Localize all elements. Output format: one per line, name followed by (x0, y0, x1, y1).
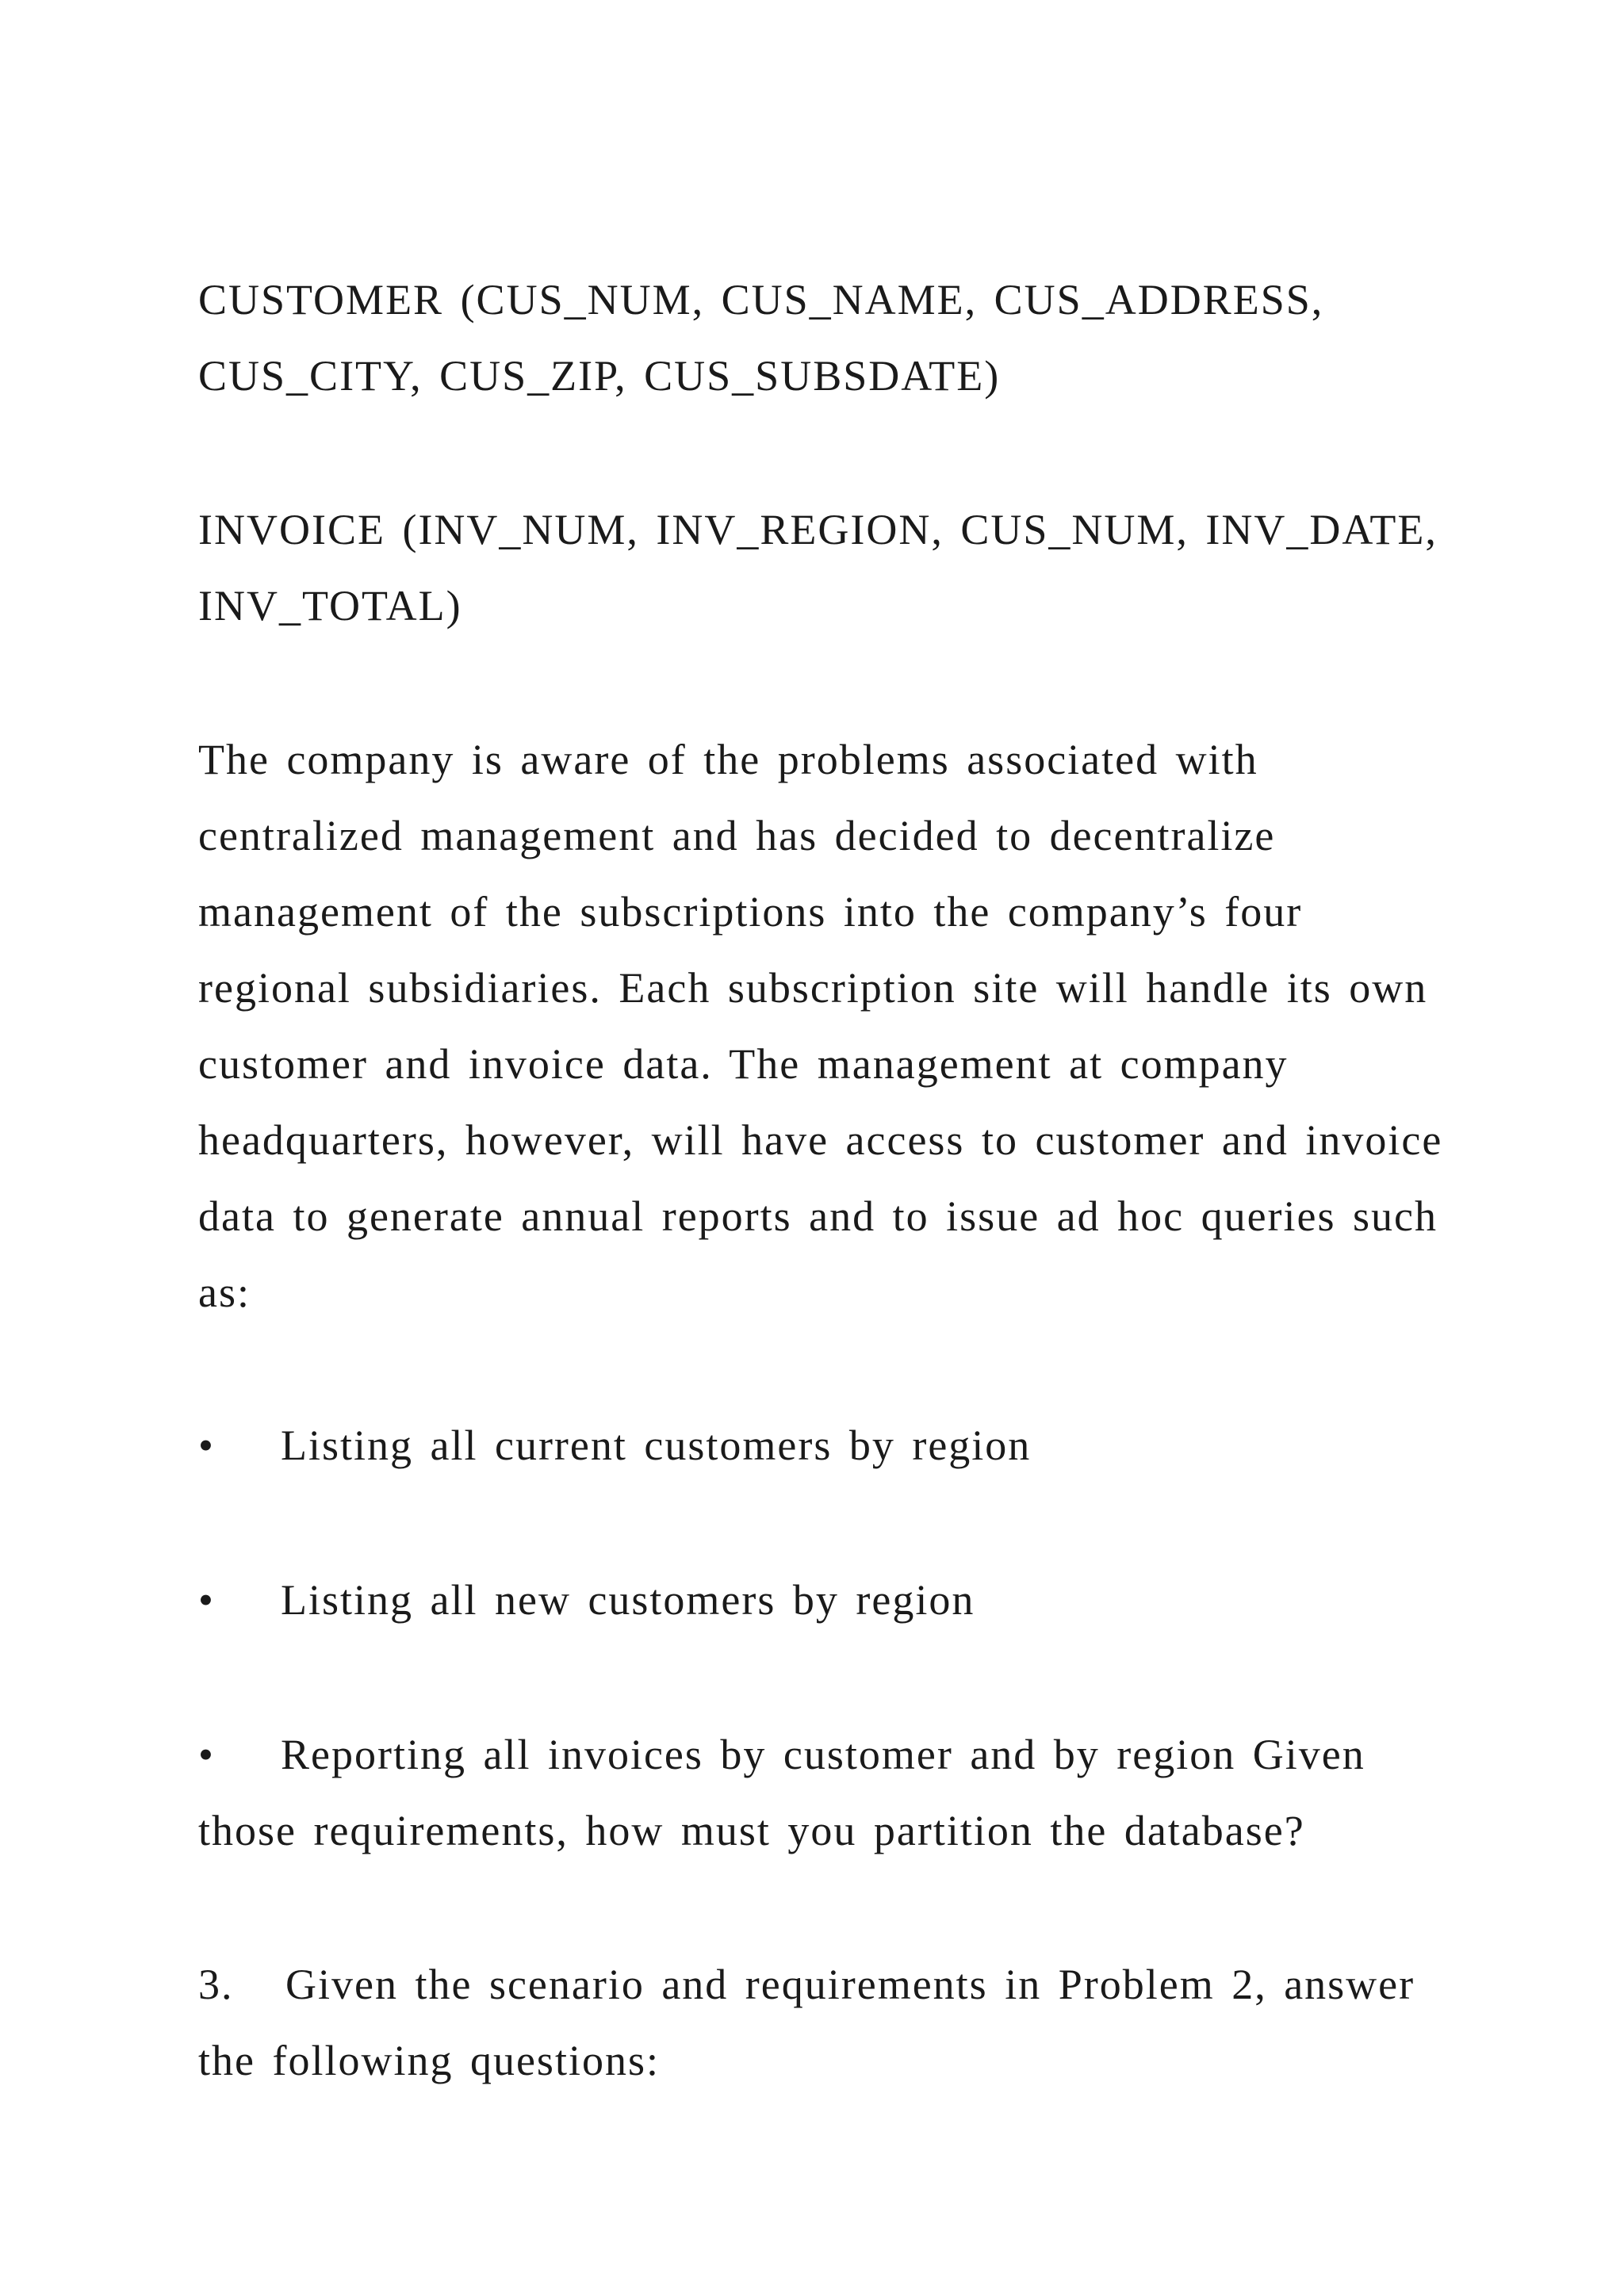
body-line: regional subsidiaries. Each subscription site will handle its own (198, 964, 1428, 1012)
body-line: The company is aware of the problems associated with (198, 736, 1258, 783)
bullet-marker: • (198, 1731, 215, 1778)
problem-text: the following questions: (198, 2037, 660, 2084)
problem-text: Given the scenario and requirements in Problem 2, answer (285, 1961, 1415, 2008)
customer-schema (198, 262, 1435, 414)
bullet-marker: • (198, 1576, 215, 1624)
bullet-item-3 (198, 1716, 1365, 1793)
body-line: data to generate annual reports and to issue ad hoc queries such (198, 1192, 1438, 1240)
customer-schema-line-2: CUS_CITY, CUS_ZIP, CUS_SUBSDATE) (198, 352, 1001, 400)
bullet-text: Listing all current customers by region (281, 1422, 1032, 1469)
invoice-schema-line-2: INV_TOTAL) (198, 582, 462, 629)
bullet-text: those requirements, how must you partition the database? (198, 1807, 1305, 1854)
body-line: management of the subscriptions into the company’s four (198, 888, 1303, 936)
bullet-marker: • (198, 1422, 215, 1469)
bullet-item-2 (198, 1562, 975, 1638)
bullet-text: Listing all new customers by region (281, 1576, 975, 1624)
problem-3 (198, 1946, 1415, 2022)
problem-number: 3. (198, 1961, 234, 2008)
invoice-schema (198, 492, 1438, 644)
body-line: centralized management and has decided to decentralize (198, 812, 1276, 859)
body-paragraph (198, 721, 1443, 1330)
body-line: as: (198, 1269, 251, 1316)
body-line: customer and invoice data. The management at company (198, 1040, 1289, 1088)
customer-schema-line-1: CUSTOMER (CUS_NUM, CUS_NAME, CUS_ADDRESS, (198, 276, 1324, 323)
invoice-schema-line-1: INVOICE (INV_NUM, INV_REGION, CUS_NUM, INV_DATE, (198, 506, 1438, 553)
bullet-text: Reporting all invoices by customer and by region Given (281, 1731, 1365, 1778)
problem-3-continuation (198, 2022, 660, 2099)
bullet-item-1 (198, 1407, 1031, 1483)
body-line: headquarters, however, will have access to customer and invoice (198, 1116, 1443, 1164)
bullet-item-3-continuation (198, 1793, 1305, 1869)
